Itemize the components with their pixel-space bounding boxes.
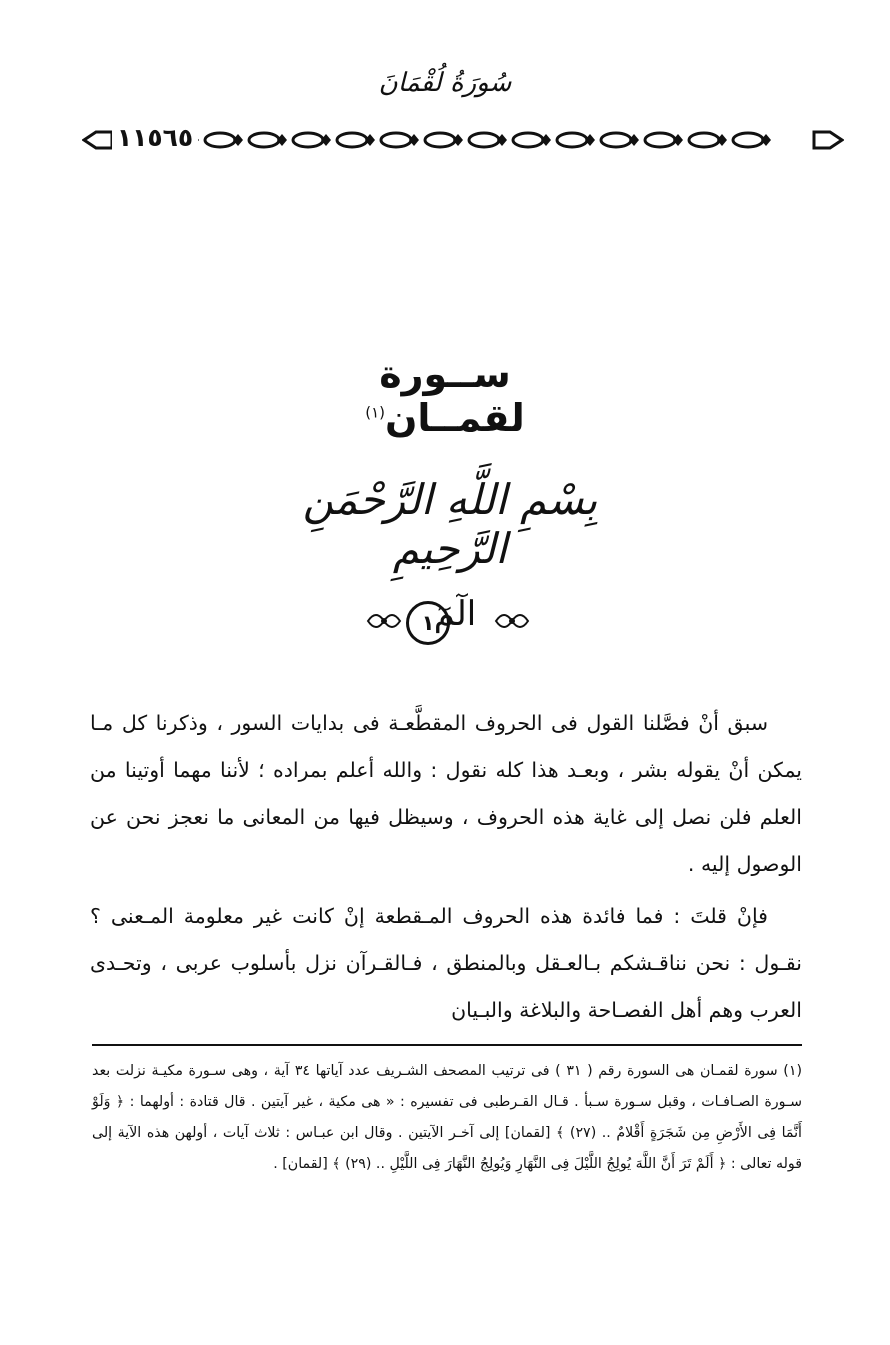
page-number: ١١٥٦٥: [112, 121, 198, 155]
footnote: (١) سورة لقمـان هى السورة رقم ( ٣١ ) فى ترتيب المصحف الشـريف عدد آياتها ٣٤ آية ، وهى سـورة مكيـة نزلت بعد سـورة الصـافـات ، وقبل سـورة سـبأ . قـال القـرطبى فى تفسيره : « هى مكية ، غير آيتين . قال قتادة : أولهما : ﴿ وَلَوْ أَنَّمَا فِى الأَرْضِ مِن شَجَرَةٍ أَقْلامٌ .. (٢٧) ﴾ [لقمان] إلى آخـر الآيتين . وقال ابن عبـاس : ثلاث آيات ، أولهن هذه الآية إلى قوله تعالى : ﴿ أَلَمْ تَرَ أَنَّ اللَّهَ يُولِجُ اللَّيْلَ فِى النَّهَارِ وَيُولِجُ النَّهَارَ فِى اللَّيْلِ .. (٢٩) ﴾ [لقمان] .: [92, 1063, 802, 1172]
floral-ornament-icon: [366, 606, 402, 636]
surah-title-text: ســورة لقمــان: [379, 352, 525, 440]
paragraph: فإنْ قلتَ : فما فائدة هذه الحروف المـقطعة إنْ كانت غير معلومة المـعنى ؟ نقـول : نحن نناقـشكم بـالعـقل وبالمنطق ، فـالقـرآن نزل بأسلوب عربى ، وتحـدى العرب وهم أهل الفصـاحة والبلاغة والبـيان: [90, 904, 802, 1022]
surah-title: [330, 352, 560, 440]
commentary-body: [90, 700, 802, 1034]
footnote-marker: (١): [365, 403, 385, 422]
verse-number-badge: ١: [406, 601, 450, 645]
verse-ornament: [360, 590, 535, 656]
paragraph: سبق أنْ فصَّلنا القول فى الحروف المقطَّعـة فى بدايات السور ، وذكرنا كل مـا يمكن أنْ يقوله بشر ، وبعـد هذا كله نقول : والله أعلم بمراده ؛ لأننا مهما أوتينا من العلم فلن نصل إلى غاية هذه الحروف ، وسيظل فيها من المعانى ما نعجز نحن عن الوصول إليه .: [90, 711, 802, 876]
footnote-divider: [92, 1044, 802, 1046]
floral-ornament-icon: [494, 606, 530, 636]
verse-text: الٓمٓ: [433, 594, 477, 634]
basmala: بِسْمِ اللَّهِ الرَّحْمَنِ الرَّحِيمِ: [302, 475, 598, 573]
running-title: سُورَةُ لُقْمَانَ: [378, 68, 512, 98]
